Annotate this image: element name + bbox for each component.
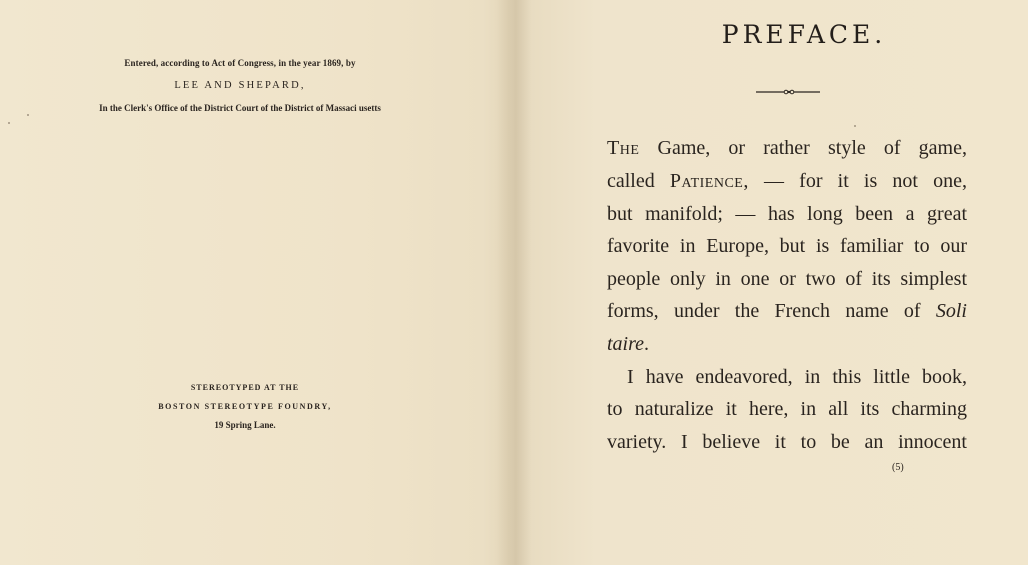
text-span: . — [644, 333, 650, 355]
paper-speck — [27, 114, 29, 116]
text-line: but manifold; — has long been a great — [607, 203, 967, 225]
copyright-line-1: Entered, according to Act of Congress, in the year 1869, by — [124, 58, 356, 68]
text-span: — for it is not one, — [748, 170, 967, 192]
divider-ornament-icon — [754, 86, 824, 98]
left-page — [0, 0, 510, 565]
right-page — [514, 0, 1028, 565]
text-line: variety. I believe it to be an innocent — [607, 431, 967, 453]
page-number: (5) — [892, 462, 904, 473]
solitaire-term: taire — [607, 333, 645, 355]
text-span: called — [607, 170, 670, 192]
text-line — [607, 333, 967, 356]
solitaire-term: Soli — [935, 300, 967, 322]
publisher-name: LEE AND SHEPARD, — [174, 80, 306, 91]
stereotype-line-2: BOSTON STEREOTYPE FOUNDRY, — [158, 402, 332, 411]
text-line — [607, 137, 967, 160]
text-line: favorite in Europe, but is familiar to our — [607, 235, 967, 257]
text-span: forms, under the French name of — [607, 300, 936, 322]
patience-term: Patience, — [669, 170, 749, 192]
stereotype-line-1: STEREOTYPED AT THE — [190, 383, 300, 392]
text-span: Game, or rather style of game, — [639, 137, 967, 159]
paper-speck — [854, 125, 856, 127]
text-line: I have endeavored, in this little book, — [627, 366, 967, 388]
text-line — [607, 300, 967, 323]
text-line — [607, 170, 967, 193]
text-line: to naturalize it here, in all its charming — [607, 398, 967, 420]
stereotype-line-3: 19 Spring Lane. — [214, 420, 276, 430]
paper-speck — [8, 122, 10, 124]
page-title: PREFACE. — [721, 20, 887, 49]
copyright-line-3: In the Clerk's Office of the District Court of the District of Massaci usetts — [99, 103, 381, 113]
drop-lead-word: The — [607, 137, 640, 159]
text-line: people only in one or two of its simplest — [607, 268, 967, 290]
